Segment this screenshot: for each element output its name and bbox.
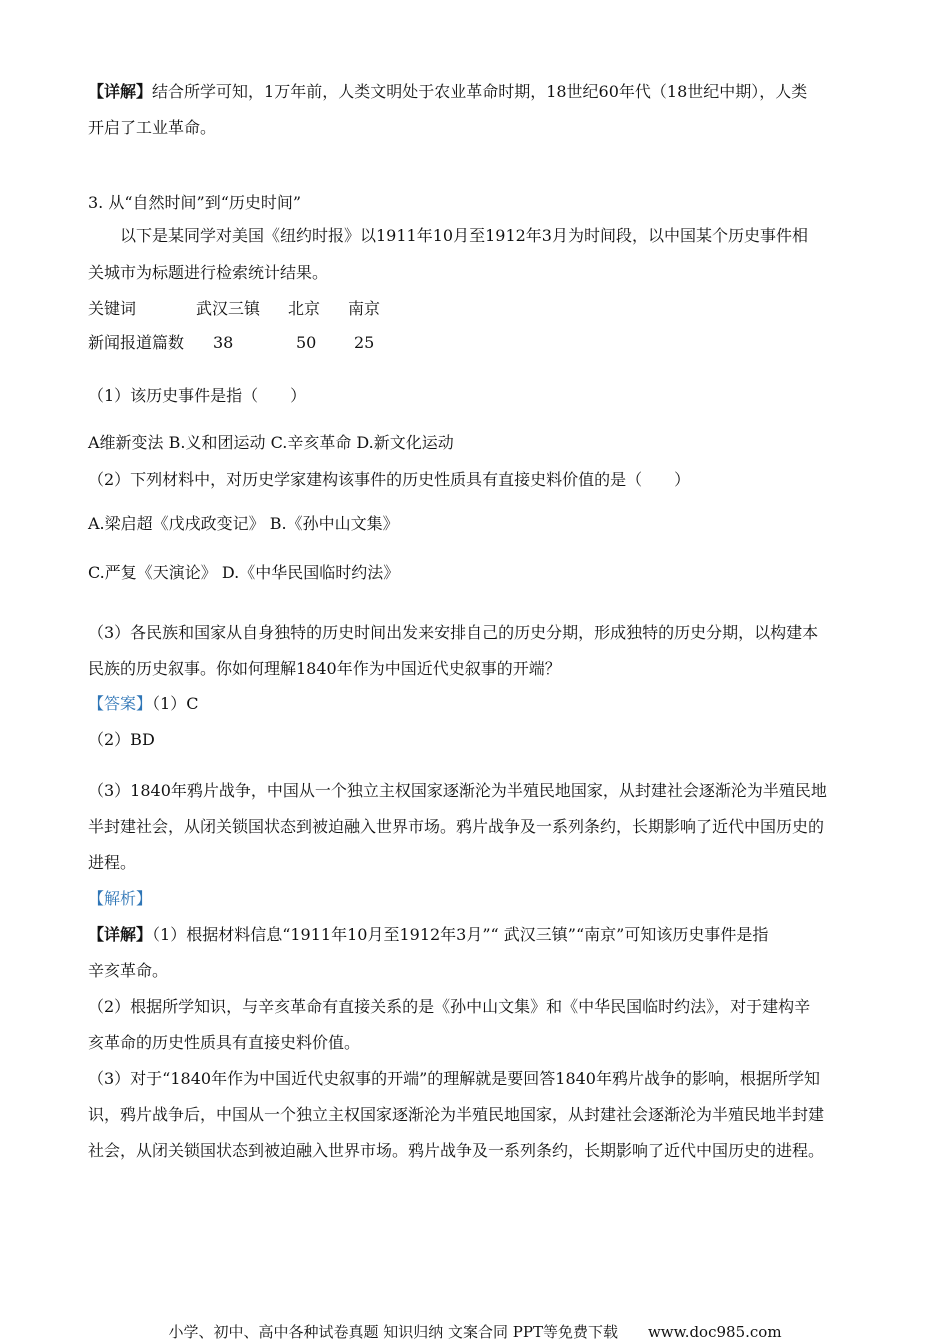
answer-line-1: [88, 693, 198, 715]
intro-line-1: [88, 81, 807, 103]
analysis-detail-tag: 【详解】: [88, 925, 153, 944]
table-header-beijing: 北京: [288, 299, 321, 318]
table-value-wuhan: 38: [213, 333, 234, 352]
page-footer: 小学、初中、高中各种试卷真题 知识归纳 文案合同 PPT等免费下载 www.doc985.com: [168, 1323, 782, 1341]
intro-line-2: 开启了工业革命。: [88, 118, 217, 137]
analysis-3-line-1: （3）对于“1840年作为中国近代史叙事的开端”的理解就是要回答1840年鸦片战争的影响，根据所学知: [88, 1069, 820, 1088]
question-2: （2）下列材料中，对历史学家建构该事件的历史性质具有直接史料价值的是（ ）: [88, 470, 691, 489]
detail-tag: 【详解】: [88, 82, 153, 101]
answer-2: （2）BD: [88, 730, 155, 749]
material-line-1: 以下是某同学对美国《纽约时报》以1911年10月至1912年3月为时间段，以中国某个历史事件相: [120, 226, 808, 245]
table-header-nanjing: 南京: [348, 299, 381, 318]
question-title: 3. 从“自然时间”到“历史时间”: [88, 193, 302, 212]
table-header-wuhan: 武汉三镇: [196, 299, 261, 318]
analysis-1-line-2: 辛亥革命。: [88, 961, 169, 980]
table-value-nanjing: 25: [354, 333, 375, 352]
material-line-2: 关城市为标题进行检索统计结果。: [88, 263, 329, 282]
analysis-1-line-1: [88, 924, 768, 946]
question-1: （1）该历史事件是指（ ）: [88, 386, 307, 405]
answer-1: （1）C: [152, 694, 199, 713]
analysis-tag: 【解析】: [88, 889, 153, 908]
table-row-label: 新闻报道篇数: [88, 333, 185, 352]
answer-3-line-1: （3）1840年鸦片战争，中国从一个独立主权国家逐渐沦为半殖民地国家，从封建社会逐渐沦为半殖民地: [88, 781, 827, 800]
answer-3-line-2: 半封建社会，从闭关锁国状态到被迫融入世界市场。鸦片战争及一系列条约，长期影响了近代中国历史的: [88, 817, 825, 836]
intro-text-1: 结合所学可知，1万年前，人类文明处于农业革命时期，18世纪60年代（18世纪中期），人类: [152, 82, 808, 101]
table-value-beijing: 50: [296, 333, 317, 352]
analysis-2-line-1: （2）根据所学知识，与辛亥革命有直接关系的是《孙中山文集》和《中华民国临时约法》，对于建构辛: [88, 997, 811, 1016]
answer-tag: 【答案】: [88, 694, 153, 713]
analysis-1-text: （1）根据材料信息“1911年10月至1912年3月”“ 武汉三镇”“南京”可知该历史事件是指: [152, 925, 769, 944]
question-3-line-1: （3）各民族和国家从自身独特的历史时间出发来安排自己的历史分期，形成独特的历史分期，以构建本: [88, 623, 819, 642]
analysis-3-line-2: 识，鸦片战争后，中国从一个独立主权国家逐渐沦为半殖民地国家，从封建社会逐渐沦为半殖民地半封建: [88, 1105, 825, 1124]
analysis-3-line-3: 社会，从闭关锁国状态到被迫融入世界市场。鸦片战争及一系列条约，长期影响了近代中国历史的进程。: [88, 1141, 825, 1160]
table-header-keyword: 关键词: [88, 299, 137, 318]
question-3-line-2: 民族的历史叙事。你如何理解1840年作为中国近代史叙事的开端？: [88, 659, 561, 678]
question-2-options-2: C.严复《天演论》 D.《中华民国临时约法》: [88, 563, 400, 582]
answer-3-line-3: 进程。: [88, 853, 137, 872]
analysis-2-line-2: 亥革命的历史性质具有直接史料价值。: [88, 1033, 361, 1052]
question-2-options-1: A.梁启超《戊戌政变记》 B.《孙中山文集》: [88, 514, 399, 533]
question-1-options: A维新变法 B.义和团运动 C.辛亥革命 D.新文化运动: [88, 433, 454, 452]
